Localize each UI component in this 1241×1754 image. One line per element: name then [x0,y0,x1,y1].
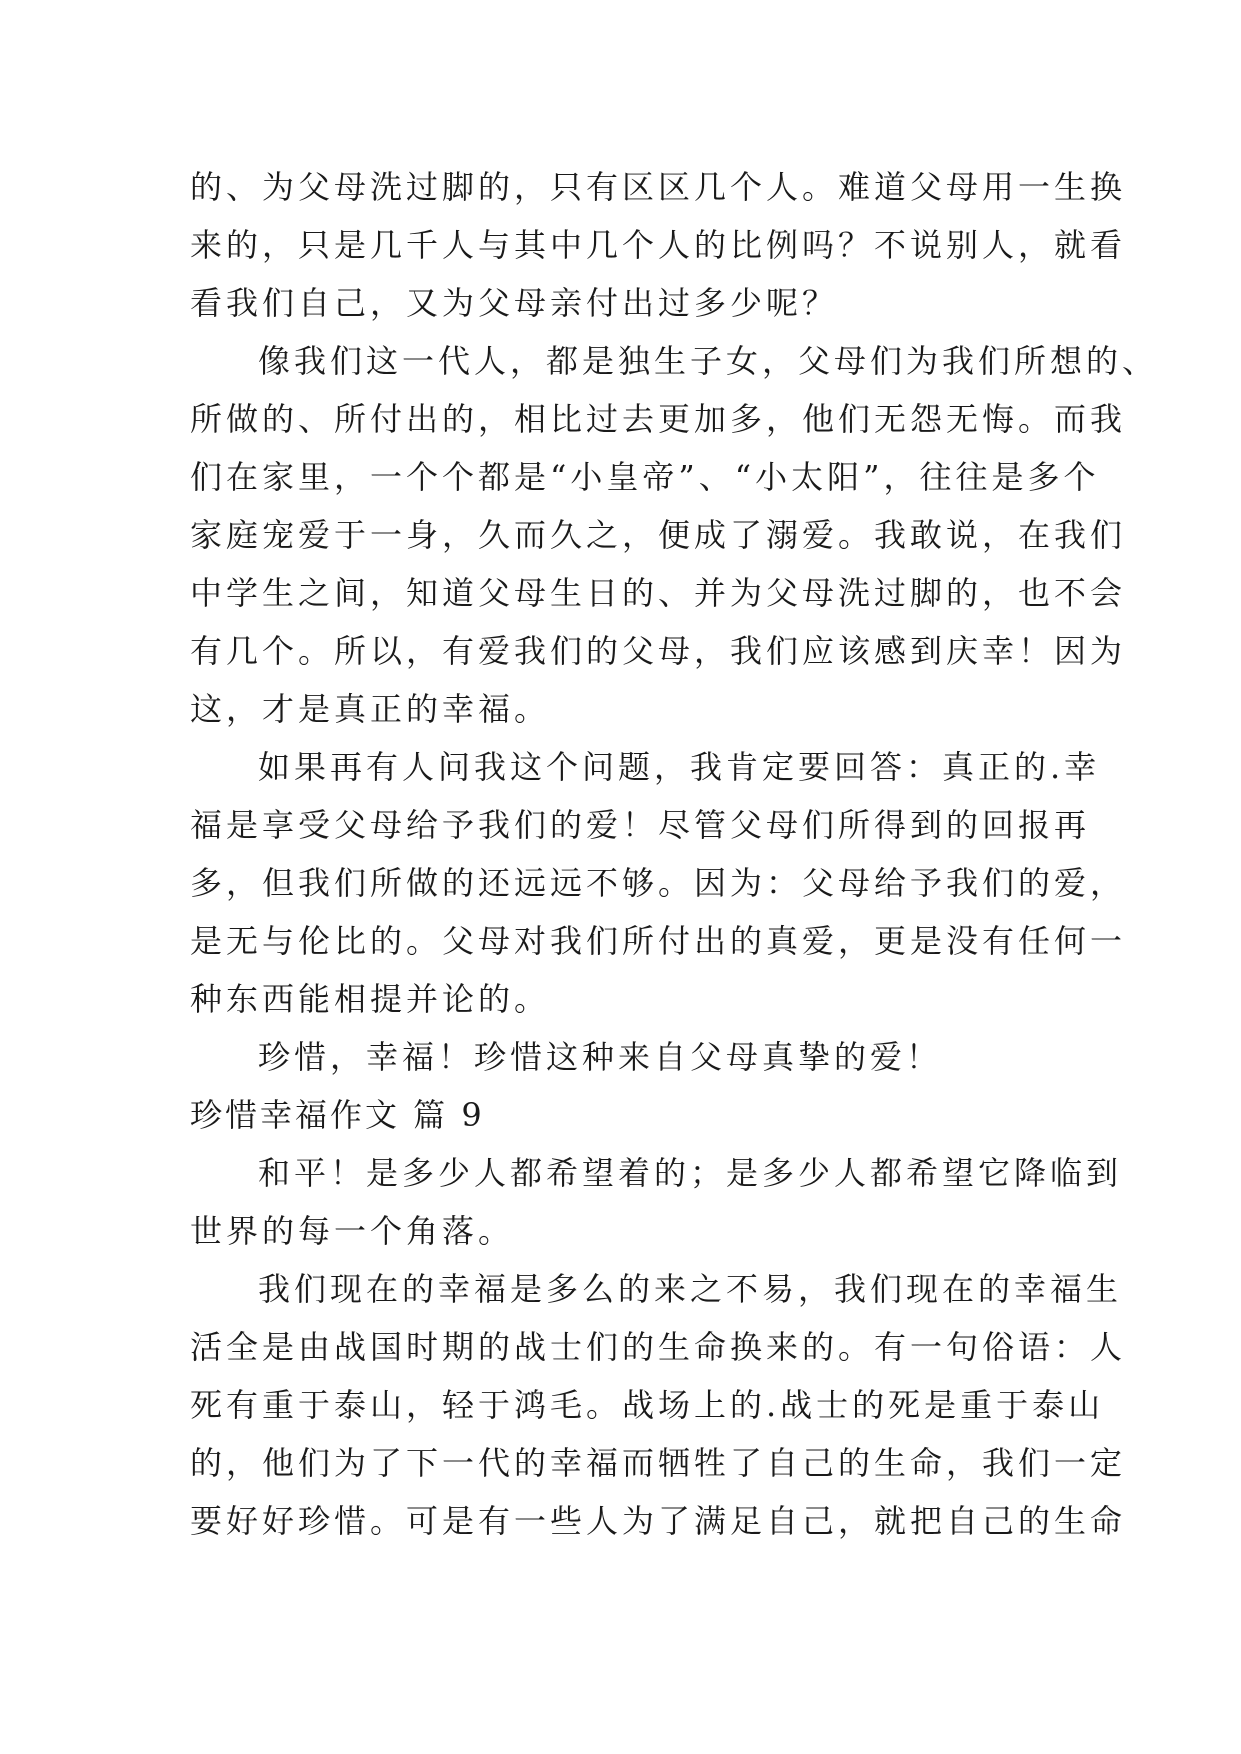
text-line: 珍惜，幸福！珍惜这种来自父母真挚的爱！ [258,1038,943,1076]
paragraph-1 [190,158,1127,332]
text-line: 和平！是多少人都希望着的；是多少人都希望它降临到 [258,1154,1123,1192]
paragraph-4 [190,1028,1060,1086]
text-line: 所做的、所付出的，相比过去更加多，他们无怨无悔。而我 [190,400,1127,438]
text-line: 要好好珍惜。可是有一些人为了满足自己，就把自己的生命 [190,1502,1127,1540]
text-line: 如果再有人问我这个问题，我肯定要回答：真正的.幸 [258,748,1101,786]
text-line: 是无与伦比的。父母对我们所付出的真爱，更是没有任何一 [190,922,1127,960]
text-line: 种东西能相提并论的。 [190,980,551,1018]
text-line: 福是享受父母给予我们的爱！尽管父母们所得到的回报再 [190,806,1091,844]
section-paragraph-2 [190,1260,1127,1550]
text-line: 世界的每一个角落。 [190,1212,515,1250]
document-body [190,158,1159,1550]
paragraph-3 [190,738,1127,1028]
text-line: 家庭宠爱于一身，久而久之，便成了溺爱。我敢说，在我们 [190,516,1127,554]
text-line: 有几个。所以，有爱我们的父母，我们应该感到庆幸！因为 [190,632,1127,670]
text-line: 活全是由战国时期的战士们的生命换来的。有一句俗语：人 [190,1328,1127,1366]
text-line: 死有重于泰山，轻于鸿毛。战场上的.战士的死是重于泰山 [190,1386,1105,1424]
text-line: 中学生之间，知道父母生日的、并为父母洗过脚的，也不会 [190,574,1127,612]
text-line: 像我们这一代人，都是独生子女，父母们为我们所想的、 [258,342,1159,380]
text-line: 来的，只是几千人与其中几个人的比例吗？不说别人，就看 [190,226,1127,264]
text-line: 的，他们为了下一代的幸福而牺牲了自己的生命，我们一定 [190,1444,1127,1482]
section-paragraph-1 [190,1144,1123,1260]
text-line: 这，才是真正的幸福。 [190,690,551,728]
paragraph-2 [190,332,1159,738]
text-line: 多，但我们所做的还远远不够。因为：父母给予我们的爱， [190,864,1127,902]
text-line: 看我们自己，又为父母亲付出过多少呢？ [190,284,839,322]
text-line: 我们现在的幸福是多么的来之不易，我们现在的幸福生 [258,1270,1123,1308]
section-title: 珍惜幸福作文 篇 9 [190,1096,485,1134]
text-line: 们在家里，一个个都是“小皇帝”、“小太阳”，往往是多个 [190,458,1100,496]
text-line: 的、为父母洗过脚的，只有区区几个人。难道父母用一生换 [190,168,1127,206]
